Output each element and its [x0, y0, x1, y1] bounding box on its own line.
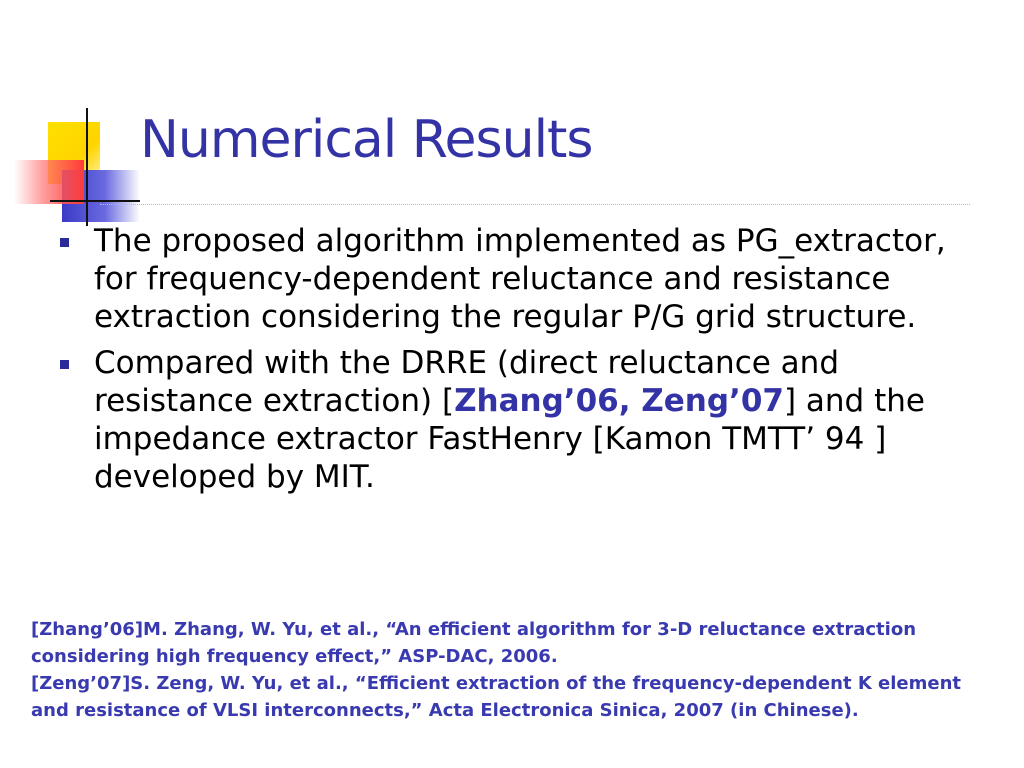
bullet-item-1: [56, 222, 986, 336]
bullet-text-after: ] and the impedance extractor FastHenry [Kamon TMTT’ 94 ] developed by MIT.: [94, 383, 925, 495]
slide-title: Numerical Results: [140, 110, 593, 170]
logo-vertical-line: [86, 108, 88, 226]
bullet-text: The proposed algorithm implemented as PG_extractor, for frequency-dependent reluctance and resistance extraction considering the regular P/G grid structure.: [94, 223, 946, 335]
bullet-list: [56, 222, 986, 504]
square-bullet-icon: [60, 238, 69, 247]
reference-item: [Zeng’07]S. Zeng, W. Yu, et al., “Efficient extraction of the frequency-dependent K element and resistance of VLSI interconnects,” Acta Electronica Sinica, 2007 (in Chinese).: [31, 673, 962, 721]
citation-highlight: Zhang’06, Zeng’07: [454, 383, 784, 419]
reference-item: [Zhang’06]M. Zhang, W. Yu, et al., “An efficient algorithm for 3-D reluctance extraction considering high frequency effect,” ASP-DAC, 2006.: [31, 619, 917, 667]
square-bullet-icon: [60, 360, 69, 369]
slide-logo: [0, 100, 140, 230]
bullet-item-2: [56, 344, 986, 496]
logo-red-square: [14, 160, 84, 204]
title-divider: [100, 204, 970, 205]
references: [31, 616, 1001, 724]
logo-horizontal-line: [50, 200, 140, 202]
bullet-text-before: Compared with the DRRE (direct reluctance and resistance extraction) [: [94, 345, 839, 419]
